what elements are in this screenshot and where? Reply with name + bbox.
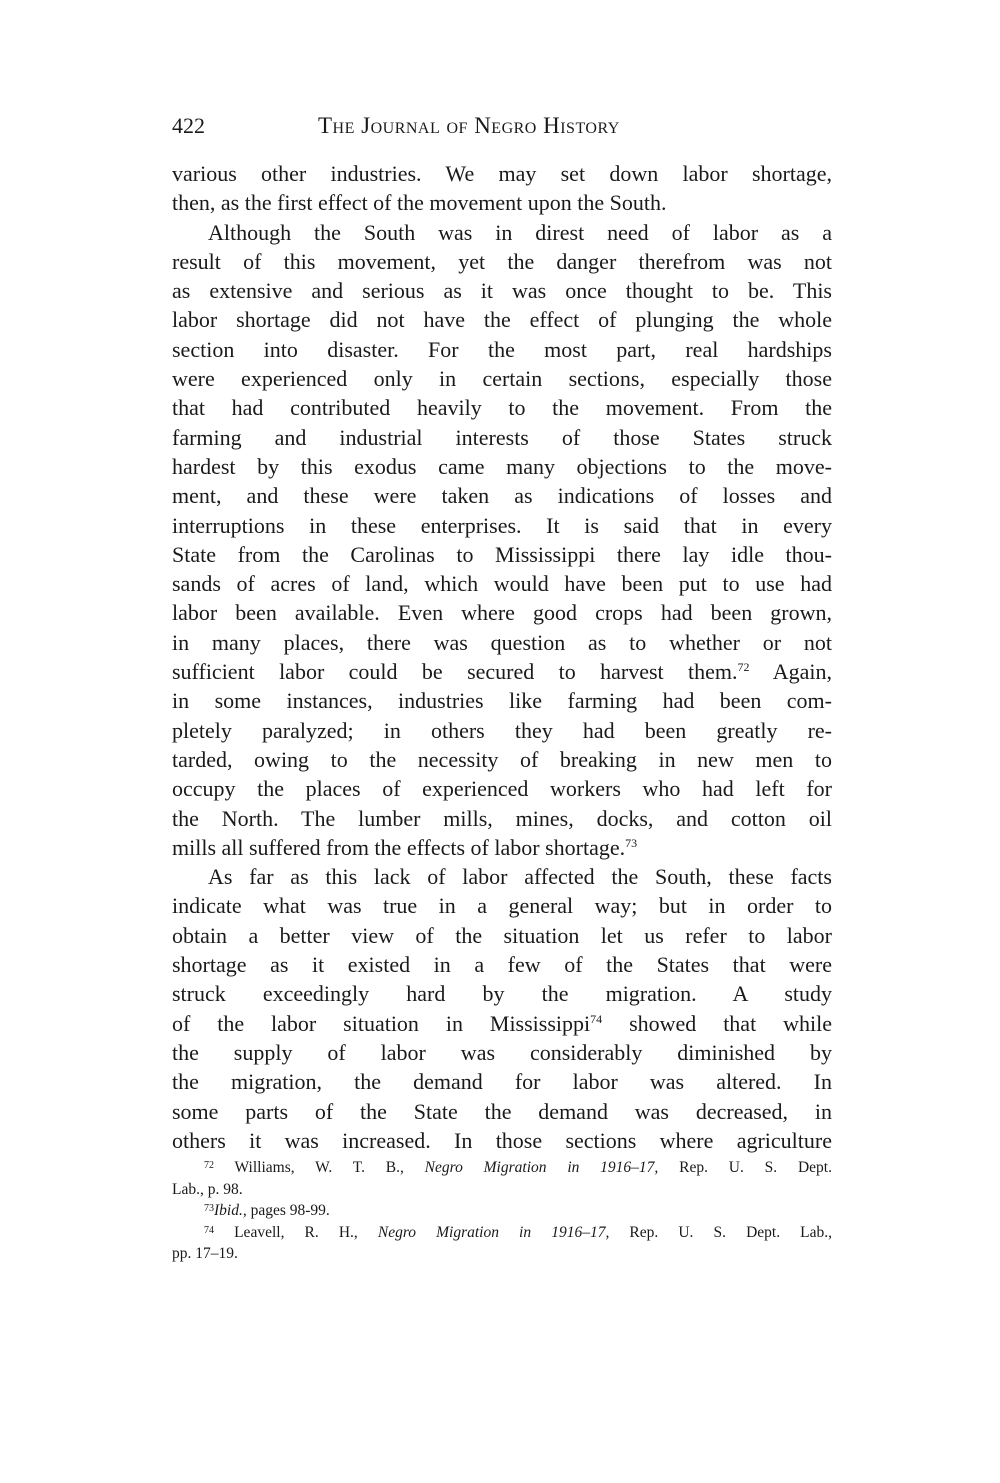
text-line: were experienced only in certain sections, especially those xyxy=(172,366,832,392)
text-line: labor been available. Even where good crops had been grown, xyxy=(172,600,832,626)
footnote-author: Leavell, R. H., xyxy=(234,1223,358,1241)
text-line-with-footnote-ref xyxy=(172,1009,832,1038)
text-line: the supply of labor was considerably diminished by xyxy=(172,1039,832,1065)
footnote-citation: Rep. U. S. Dept. Lab., xyxy=(629,1223,833,1241)
body-text xyxy=(172,159,832,1155)
text-line: result of this movement, yet the danger therefrom was not xyxy=(172,248,832,274)
text-line: indicate what was true in a general way; but in order to xyxy=(172,893,832,919)
text-line: shortage as it existed in a few of the States that were xyxy=(172,952,832,978)
footnote-title: Negro Migration in 1916–17, xyxy=(377,1223,610,1241)
footnote-ref-74[interactable]: 74 xyxy=(590,1011,603,1026)
footnote-73 xyxy=(172,1200,832,1222)
footnote-marker: 73 xyxy=(204,1203,214,1214)
text-segment: sufficient labor could be secured to harvest them. xyxy=(172,659,738,685)
footnotes xyxy=(172,1157,832,1265)
text-line: the migration, the demand for labor was altered. In xyxy=(172,1069,832,1095)
text-line: some parts of the State the demand was decreased, in xyxy=(172,1098,832,1124)
text-line: Although the South was in direst need of labor as a xyxy=(208,219,832,245)
text-line: labor shortage did not have the effect of plunging the whole xyxy=(172,307,832,333)
footnote-ref-73[interactable]: 73 xyxy=(625,835,638,850)
text-line: the North. The lumber mills, mines, docks, and cotton oil xyxy=(172,805,832,831)
footnote-72 xyxy=(172,1157,832,1179)
footnote-marker: 72 xyxy=(204,1160,214,1171)
text-line: interruptions in these enterprises. It is said that in every xyxy=(172,512,832,538)
text-line: in many places, there was question as to whether or not xyxy=(172,629,832,655)
footnote-74 xyxy=(172,1222,832,1244)
text-line: obtain a better view of the situation let us refer to labor xyxy=(172,922,832,948)
page-header xyxy=(172,108,832,144)
footnote-title: Negro Migration in 1916–17, xyxy=(424,1159,659,1176)
page-number: 422 xyxy=(172,113,205,138)
text-line: pletely paralyzed; in others they had been greatly re- xyxy=(172,717,832,743)
text-line: sands of acres of land, which would have been put to use had xyxy=(172,571,832,597)
text-line-with-footnote-ref xyxy=(172,657,832,686)
text-line: occupy the places of experienced workers who had left for xyxy=(172,776,832,802)
footnote-citation: pages 98-99. xyxy=(250,1202,330,1219)
text-line-with-footnote-ref xyxy=(172,833,832,862)
text-line: others it was increased. In those sections where agriculture xyxy=(172,1127,832,1153)
text-line: then, as the first effect of the movement upon the South. xyxy=(172,190,667,216)
text-line: hardest by this exodus came many objections to the move- xyxy=(172,453,832,479)
text-line: farming and industrial interests of those States struck xyxy=(172,424,832,450)
text-line: ment, and these were taken as indications of losses and xyxy=(172,483,832,509)
footnote-marker: 74 xyxy=(204,1224,214,1236)
text-line: As far as this lack of labor affected the South, these facts xyxy=(208,864,832,890)
footnote-ref-72[interactable]: 72 xyxy=(737,660,750,675)
footnote-title: Ibid., xyxy=(214,1202,247,1219)
text-line: tarded, owing to the necessity of breaking in new men to xyxy=(172,746,832,772)
footnote-citation: Rep. U. S. Dept. xyxy=(679,1159,832,1176)
text-segment: showed that while xyxy=(629,1010,832,1036)
text-line: struck exceedingly hard by the migration. A study xyxy=(172,981,832,1007)
footnote-author: Williams, W. T. B., xyxy=(234,1159,404,1176)
text-segment: of the labor situation in Mississippi xyxy=(172,1010,591,1036)
text-line: in some instances, industries like farming had been com- xyxy=(172,688,832,714)
text-segment: mills all suffered from the effects of labor shortage. xyxy=(172,834,626,860)
text-segment: Again, xyxy=(772,659,832,685)
footnote-74-continued: pp. 17–19. xyxy=(172,1245,238,1262)
text-line: various other industries. We may set down labor shortage, xyxy=(172,161,832,186)
footnote-72-continued: Lab., p. 98. xyxy=(172,1180,243,1198)
text-line: that had contributed heavily to the movement. From the xyxy=(172,395,832,421)
running-title: The Journal of Negro History xyxy=(318,113,620,138)
text-line: as extensive and serious as it was once thought to be. This xyxy=(172,278,832,304)
text-line: State from the Carolinas to Mississippi there lay idle thou- xyxy=(172,541,832,567)
text-line: section into disaster. For the most part, real hardships xyxy=(172,336,832,362)
